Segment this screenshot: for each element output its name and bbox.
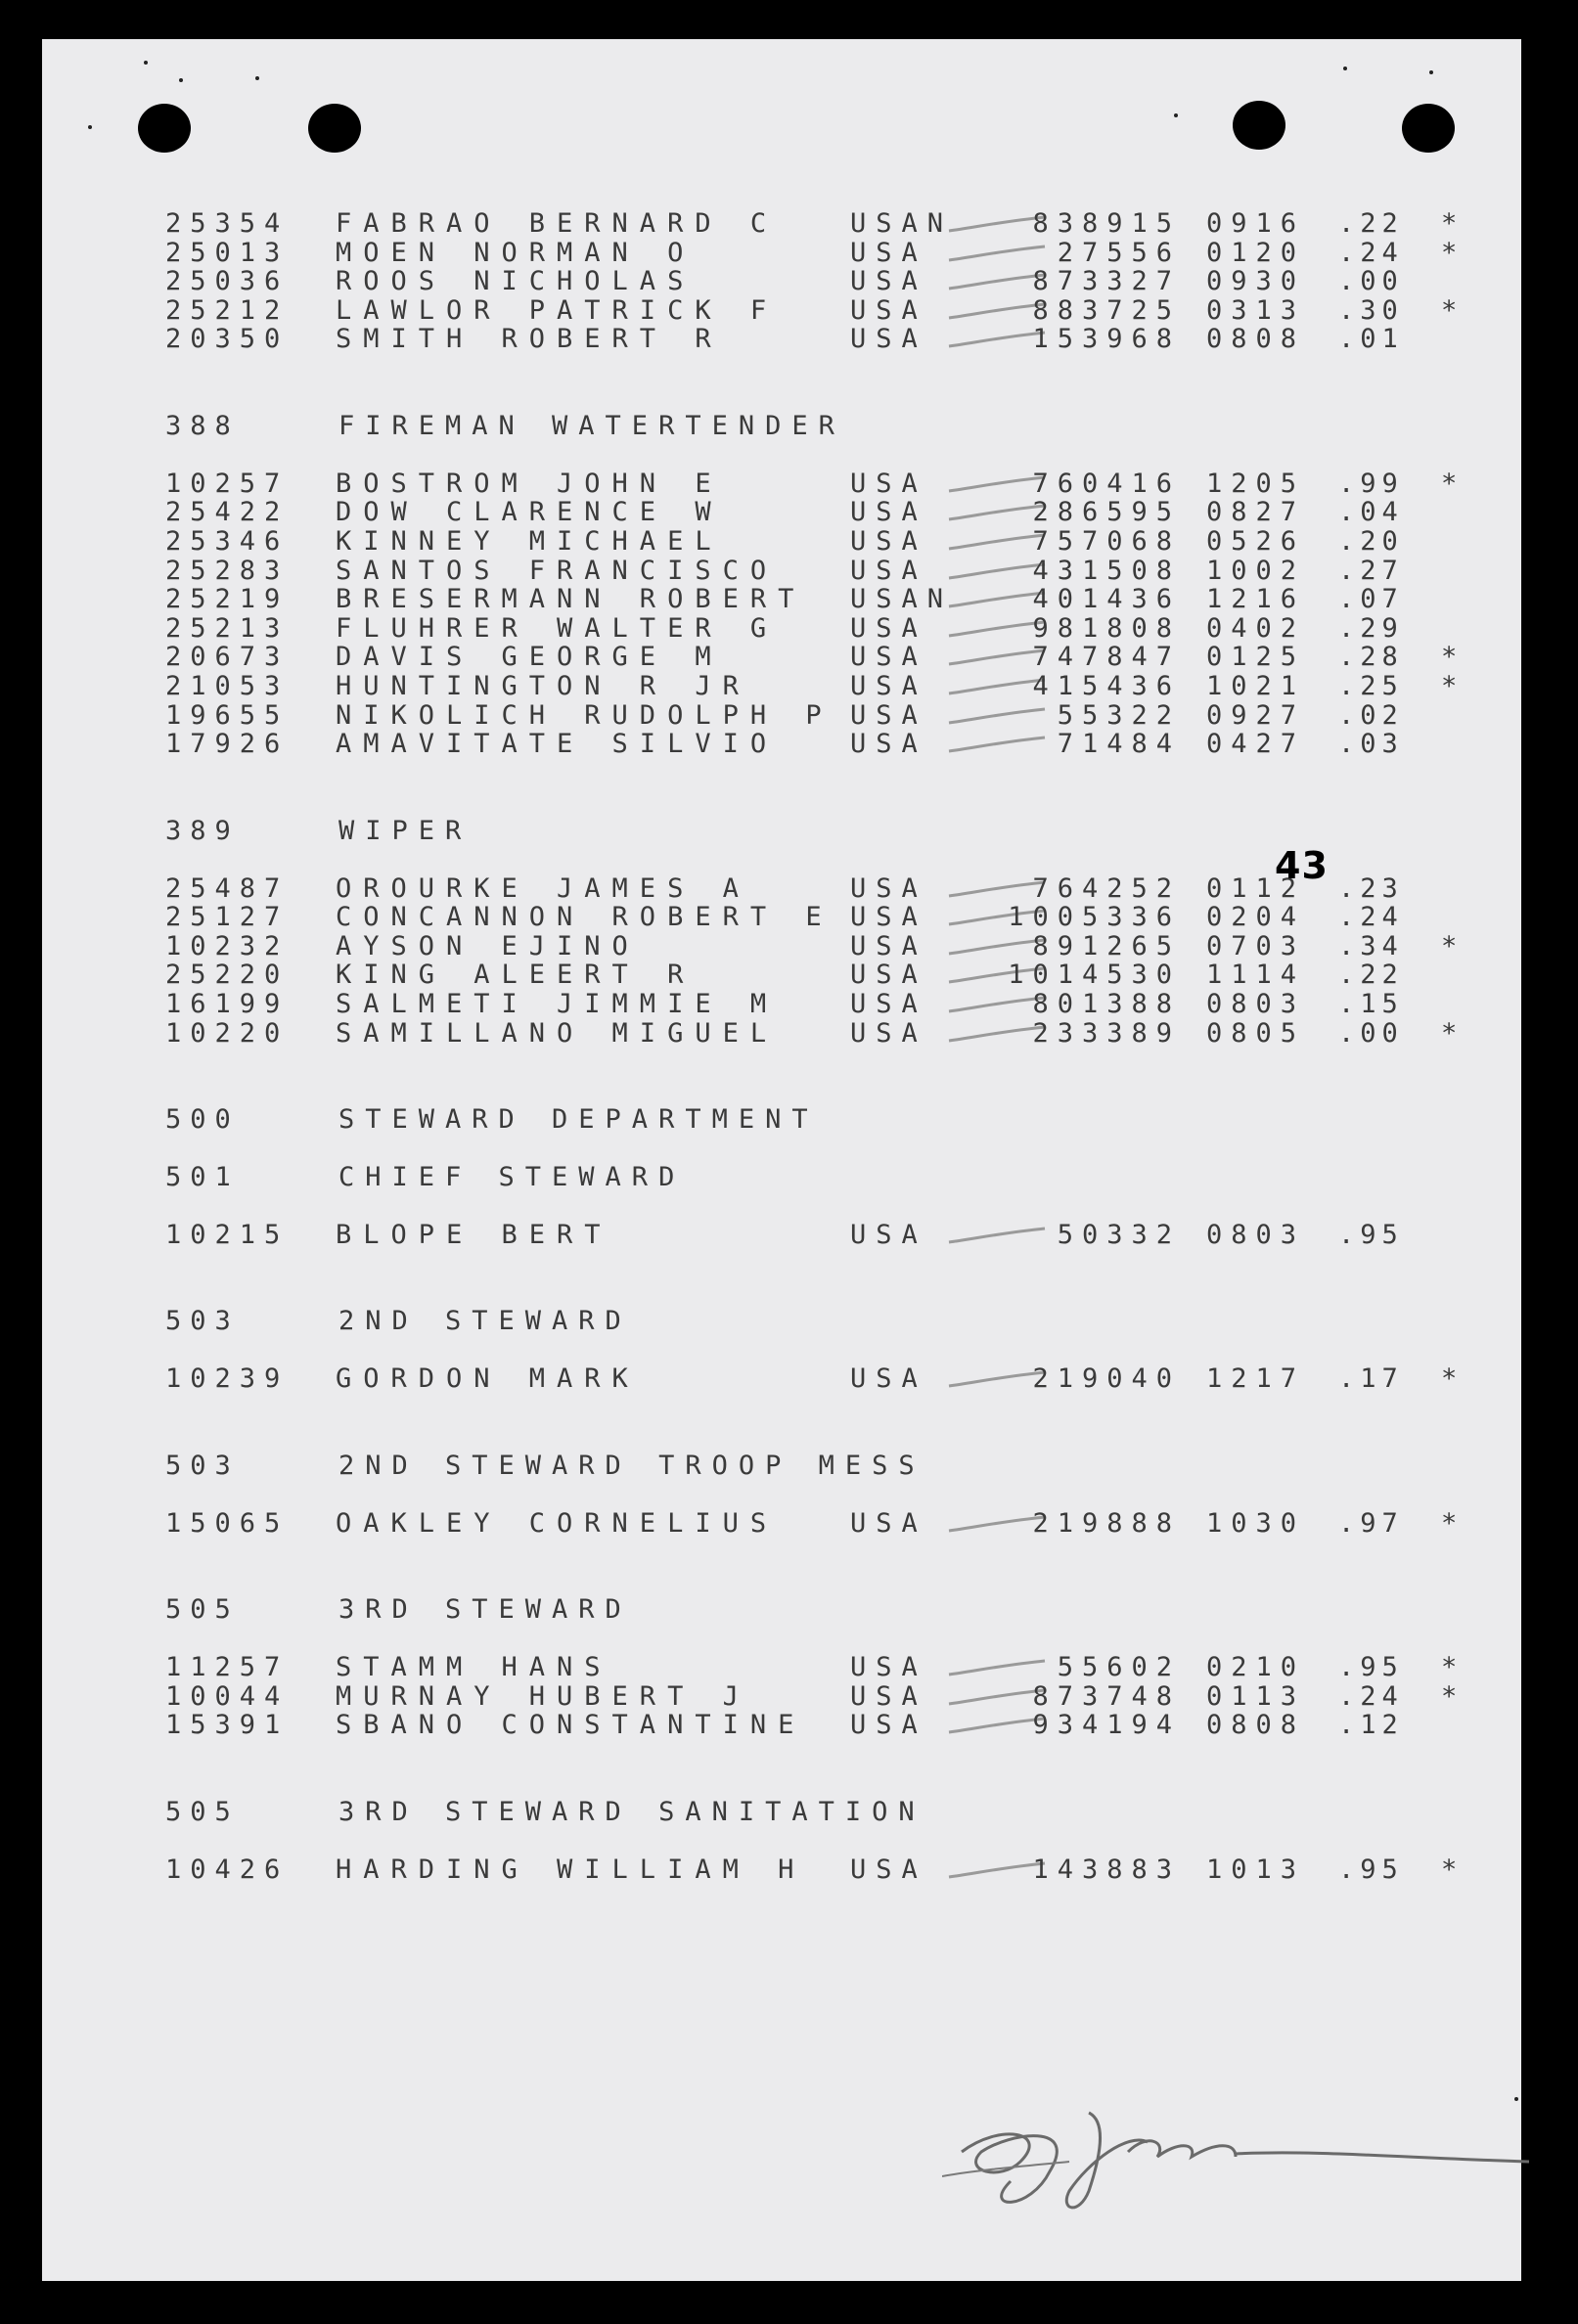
crew-row <box>42 527 1521 557</box>
crew-row <box>42 903 1521 932</box>
citizenship: USA <box>850 294 927 326</box>
asterisk-mark: * <box>1441 1652 1462 1683</box>
section-heading <box>42 1452 1521 1481</box>
rate-code: .29 <box>1338 612 1404 644</box>
date-code: 0827 <box>1206 497 1306 528</box>
date-code: 0120 <box>1206 237 1306 268</box>
punch-hole <box>138 104 191 153</box>
date-code: 0916 <box>1206 208 1306 239</box>
document-number: 143883 <box>1032 1854 1181 1885</box>
document-number: 883725 <box>1032 294 1181 326</box>
section-title: 3RD STEWARD SANITATION <box>338 1796 925 1827</box>
date-code: 0113 <box>1206 1680 1306 1712</box>
document-number: 55322 <box>1057 699 1181 731</box>
crew-id: 11257 <box>165 1652 290 1683</box>
document-number: 891265 <box>1032 930 1181 961</box>
rate-code: .95 <box>1338 1854 1404 1885</box>
document-number: 747847 <box>1032 642 1181 673</box>
section-code: 503 <box>165 1306 240 1337</box>
crew-name: STAMM HANS <box>336 1652 612 1683</box>
crew-row <box>42 1711 1521 1740</box>
paper-speck <box>144 61 148 65</box>
date-code: 0204 <box>1206 902 1306 933</box>
asterisk-mark: * <box>1441 294 1462 326</box>
crew-id: 25036 <box>165 266 290 297</box>
crew-row <box>42 672 1521 701</box>
date-code: 0927 <box>1206 699 1306 731</box>
asterisk-mark: * <box>1441 1680 1462 1712</box>
date-code: 1021 <box>1206 671 1306 701</box>
rate-code: .24 <box>1338 237 1404 268</box>
crew-id: 15065 <box>165 1507 290 1539</box>
date-code: 0112 <box>1206 872 1306 904</box>
section-title: FIREMAN WATERTENDER <box>338 410 845 441</box>
date-code: 0808 <box>1206 324 1306 355</box>
crew-row <box>42 932 1521 961</box>
document-number: 401436 <box>1032 584 1181 615</box>
document-number: 415436 <box>1032 671 1181 701</box>
section-code: 388 <box>165 410 240 441</box>
section-heading <box>42 1163 1521 1192</box>
document-number: 55602 <box>1057 1652 1181 1683</box>
document-number: 760416 <box>1032 468 1181 499</box>
section-heading <box>42 1798 1521 1827</box>
rate-code: .07 <box>1338 584 1404 615</box>
citizenship: USA <box>850 1507 927 1539</box>
citizenship: USA <box>850 266 927 297</box>
crew-row <box>42 585 1521 614</box>
asterisk-mark: * <box>1441 237 1462 268</box>
crew-id: 25127 <box>165 902 290 933</box>
crew-name: OROURKE JAMES A <box>336 872 750 904</box>
date-code: 1030 <box>1206 1507 1306 1539</box>
rate-code: .97 <box>1338 1507 1404 1539</box>
date-code: 0805 <box>1206 1017 1306 1049</box>
date-code: 0803 <box>1206 989 1306 1019</box>
rate-code: .30 <box>1338 294 1404 326</box>
document-number: 71484 <box>1057 729 1181 760</box>
rate-code: .99 <box>1338 468 1404 499</box>
punch-hole <box>1233 101 1285 150</box>
crew-row <box>42 1855 1521 1885</box>
crew-row <box>42 614 1521 644</box>
citizenship: USA <box>850 1017 927 1049</box>
document-number: 981808 <box>1032 612 1181 644</box>
date-code: 1216 <box>1206 584 1306 615</box>
citizenship: USAN <box>850 208 954 239</box>
document-number: 431508 <box>1032 555 1181 586</box>
crew-row <box>42 643 1521 672</box>
crew-name: KINNEY MICHAEL <box>336 526 723 557</box>
rate-code: .03 <box>1338 729 1404 760</box>
crew-name: GORDON MARK <box>336 1363 640 1395</box>
paper-speck <box>1429 70 1433 74</box>
rate-code: .04 <box>1338 497 1404 528</box>
document-number: 219040 <box>1032 1363 1181 1395</box>
date-code: 0930 <box>1206 266 1306 297</box>
section-title: 3RD STEWARD <box>338 1594 632 1626</box>
document-number: 801388 <box>1032 989 1181 1019</box>
citizenship: USA <box>850 872 927 904</box>
crew-name: BOSTROM JOHN E <box>336 468 723 499</box>
section-code: 500 <box>165 1104 240 1136</box>
punch-hole <box>308 104 361 153</box>
citizenship: USA <box>850 1680 927 1712</box>
date-code: 0808 <box>1206 1710 1306 1741</box>
crew-id: 25213 <box>165 612 290 644</box>
section-code: 501 <box>165 1162 240 1192</box>
crew-id: 16199 <box>165 989 290 1019</box>
document-number: 219888 <box>1032 1507 1181 1539</box>
rate-code: .12 <box>1338 1710 1404 1741</box>
citizenship: USA <box>850 237 927 268</box>
paper-speck <box>1174 113 1178 117</box>
section-title: CHIEF STEWARD <box>338 1162 686 1192</box>
crew-row <box>42 1221 1521 1250</box>
citizenship: USA <box>850 497 927 528</box>
crew-row <box>42 701 1521 731</box>
section-code: 389 <box>165 815 240 846</box>
rate-code: .22 <box>1338 960 1404 991</box>
section-heading <box>42 1595 1521 1625</box>
crew-id: 25354 <box>165 208 290 239</box>
rate-code: .25 <box>1338 671 1404 701</box>
crew-row <box>42 1509 1521 1539</box>
paper-speck <box>179 78 183 82</box>
crew-id: 25346 <box>165 526 290 557</box>
crew-row <box>42 1364 1521 1394</box>
document-number: 873327 <box>1032 266 1181 297</box>
rate-code: .22 <box>1338 208 1404 239</box>
crew-id: 10215 <box>165 1219 290 1250</box>
document-number: 233389 <box>1032 1017 1181 1049</box>
signature <box>942 2064 1549 2220</box>
crew-row <box>42 1019 1521 1049</box>
citizenship: USA <box>850 699 927 731</box>
rate-code: .20 <box>1338 526 1404 557</box>
crew-row <box>42 557 1521 586</box>
crew-name: SBANO CONSTANTINE <box>336 1710 806 1741</box>
citizenship: USA <box>850 468 927 499</box>
document-number: 153968 <box>1032 324 1181 355</box>
rate-code: .00 <box>1338 266 1404 297</box>
crew-name: FLUHRER WALTER G <box>336 612 779 644</box>
page-number: 43 <box>1275 844 1329 887</box>
asterisk-mark: * <box>1441 671 1462 701</box>
crew-row <box>42 1682 1521 1712</box>
crew-name: CONCANNON ROBERT E <box>336 902 834 933</box>
date-code: 0313 <box>1206 294 1306 326</box>
section-code: 505 <box>165 1796 240 1827</box>
document-number: 1005336 <box>1008 902 1181 933</box>
document-number: 27556 <box>1057 237 1181 268</box>
paper-speck <box>88 125 92 129</box>
date-code: 1205 <box>1206 468 1306 499</box>
citizenship: USA <box>850 930 927 961</box>
crew-name: FABRAO BERNARD C <box>336 208 779 239</box>
rate-code: .02 <box>1338 699 1404 731</box>
crew-id: 25283 <box>165 555 290 586</box>
section-code: 503 <box>165 1450 240 1481</box>
crew-row <box>42 209 1521 239</box>
rate-code: .34 <box>1338 930 1404 961</box>
citizenship: USA <box>850 1710 927 1741</box>
punch-hole <box>1402 104 1455 153</box>
crew-id: 20673 <box>165 642 290 673</box>
rate-code: .15 <box>1338 989 1404 1019</box>
crew-row <box>42 267 1521 296</box>
citizenship: USAN <box>850 584 954 615</box>
crew-name: BRESERMANN ROBERT <box>336 584 806 615</box>
date-code: 0402 <box>1206 612 1306 644</box>
crew-id: 25212 <box>165 294 290 326</box>
section-title: 2ND STEWARD <box>338 1306 632 1337</box>
crew-name: BLOPE BERT <box>336 1219 612 1250</box>
crew-id: 25487 <box>165 872 290 904</box>
paper-speck <box>1343 67 1347 70</box>
citizenship: USA <box>850 960 927 991</box>
crew-name: DOW CLARENCE W <box>336 497 723 528</box>
section-title: STEWARD DEPARTMENT <box>338 1104 819 1136</box>
crew-row <box>42 469 1521 499</box>
date-code: 1002 <box>1206 555 1306 586</box>
asterisk-mark: * <box>1441 642 1462 673</box>
rate-code: .01 <box>1338 324 1404 355</box>
crew-id: 10044 <box>165 1680 290 1712</box>
date-code: 0803 <box>1206 1219 1306 1250</box>
crew-id: 25013 <box>165 237 290 268</box>
crew-id: 17926 <box>165 729 290 760</box>
citizenship: USA <box>850 902 927 933</box>
crew-id: 10257 <box>165 468 290 499</box>
rate-code: .27 <box>1338 555 1404 586</box>
citizenship: USA <box>850 526 927 557</box>
section-heading <box>42 1105 1521 1135</box>
document-number: 873748 <box>1032 1680 1181 1712</box>
crew-name: KING ALEERT R <box>336 960 696 991</box>
crew-name: MOEN NORMAN O <box>336 237 696 268</box>
crew-name: SMITH ROBERT R <box>336 324 723 355</box>
section-code: 505 <box>165 1594 240 1626</box>
crew-row <box>42 990 1521 1019</box>
crew-name: NIKOLICH RUDOLPH P <box>336 699 834 731</box>
document-number: 838915 <box>1032 208 1181 239</box>
crew-id: 19655 <box>165 699 290 731</box>
crew-id: 25219 <box>165 584 290 615</box>
crew-row <box>42 498 1521 527</box>
rate-code: .24 <box>1338 1680 1404 1712</box>
crew-id: 10239 <box>165 1363 290 1395</box>
crew-id: 10232 <box>165 930 290 961</box>
citizenship: USA <box>850 324 927 355</box>
citizenship: USA <box>850 612 927 644</box>
crew-id: 25220 <box>165 960 290 991</box>
rate-code: .28 <box>1338 642 1404 673</box>
document-number: 286595 <box>1032 497 1181 528</box>
crew-name: OAKLEY CORNELIUS <box>336 1507 779 1539</box>
crew-row <box>42 961 1521 990</box>
crew-name: AMAVITATE SILVIO <box>336 729 779 760</box>
crew-id: 20350 <box>165 324 290 355</box>
citizenship: USA <box>850 729 927 760</box>
date-code: 0427 <box>1206 729 1306 760</box>
rate-code: .00 <box>1338 1017 1404 1049</box>
rate-code: .23 <box>1338 872 1404 904</box>
date-code: 0703 <box>1206 930 1306 961</box>
asterisk-mark: * <box>1441 1507 1462 1539</box>
section-heading <box>42 817 1521 846</box>
crew-name: DAVIS GEORGE M <box>336 642 723 673</box>
asterisk-mark: * <box>1441 1017 1462 1049</box>
date-code: 0526 <box>1206 526 1306 557</box>
crew-name: HARDING WILLIAM H <box>336 1854 806 1885</box>
citizenship: USA <box>850 1219 927 1250</box>
crew-row <box>42 239 1521 268</box>
crew-id: 10426 <box>165 1854 290 1885</box>
citizenship: USA <box>850 1854 927 1885</box>
crew-row <box>42 325 1521 354</box>
date-code: 0210 <box>1206 1652 1306 1683</box>
document-number: 934194 <box>1032 1710 1181 1741</box>
citizenship: USA <box>850 989 927 1019</box>
crew-name: AYSON EJINO <box>336 930 640 961</box>
citizenship: USA <box>850 555 927 586</box>
date-code: 0125 <box>1206 642 1306 673</box>
section-title: WIPER <box>338 815 473 846</box>
document-number: 764252 <box>1032 872 1181 904</box>
crew-name: ROOS NICHOLAS <box>336 266 696 297</box>
section-title: 2ND STEWARD TROOP MESS <box>338 1450 925 1481</box>
crew-name: SALMETI JIMMIE M <box>336 989 779 1019</box>
crew-id: 21053 <box>165 671 290 701</box>
paper-speck <box>255 76 259 80</box>
crew-name: LAWLOR PATRICK F <box>336 294 779 326</box>
document-number: 757068 <box>1032 526 1181 557</box>
asterisk-mark: * <box>1441 930 1462 961</box>
section-heading <box>42 412 1521 441</box>
asterisk-mark: * <box>1441 208 1462 239</box>
crew-row <box>42 1653 1521 1682</box>
date-code: 1114 <box>1206 960 1306 991</box>
rate-code: .17 <box>1338 1363 1404 1395</box>
crew-name: SAMILLANO MIGUEL <box>336 1017 779 1049</box>
crew-id: 25422 <box>165 497 290 528</box>
asterisk-mark: * <box>1441 468 1462 499</box>
citizenship: USA <box>850 642 927 673</box>
crew-name: SANTOS FRANCISCO <box>336 555 779 586</box>
crew-id: 10220 <box>165 1017 290 1049</box>
rate-code: .24 <box>1338 902 1404 933</box>
asterisk-mark: * <box>1441 1854 1462 1885</box>
document-page <box>42 39 1521 2281</box>
date-code: 1013 <box>1206 1854 1306 1885</box>
crew-name: MURNAY HUBERT J <box>336 1680 750 1712</box>
document-number: 1014530 <box>1008 960 1181 991</box>
rate-code: .95 <box>1338 1219 1404 1250</box>
crew-name: HUNTINGTON R JR <box>336 671 750 701</box>
crew-id: 15391 <box>165 1710 290 1741</box>
crew-row <box>42 730 1521 759</box>
crew-row <box>42 296 1521 326</box>
section-heading <box>42 1307 1521 1336</box>
citizenship: USA <box>850 1652 927 1683</box>
rate-code: .95 <box>1338 1652 1404 1683</box>
citizenship: USA <box>850 1363 927 1395</box>
citizenship: USA <box>850 671 927 701</box>
document-number: 50332 <box>1057 1219 1181 1250</box>
date-code: 1217 <box>1206 1363 1306 1395</box>
asterisk-mark: * <box>1441 1363 1462 1395</box>
